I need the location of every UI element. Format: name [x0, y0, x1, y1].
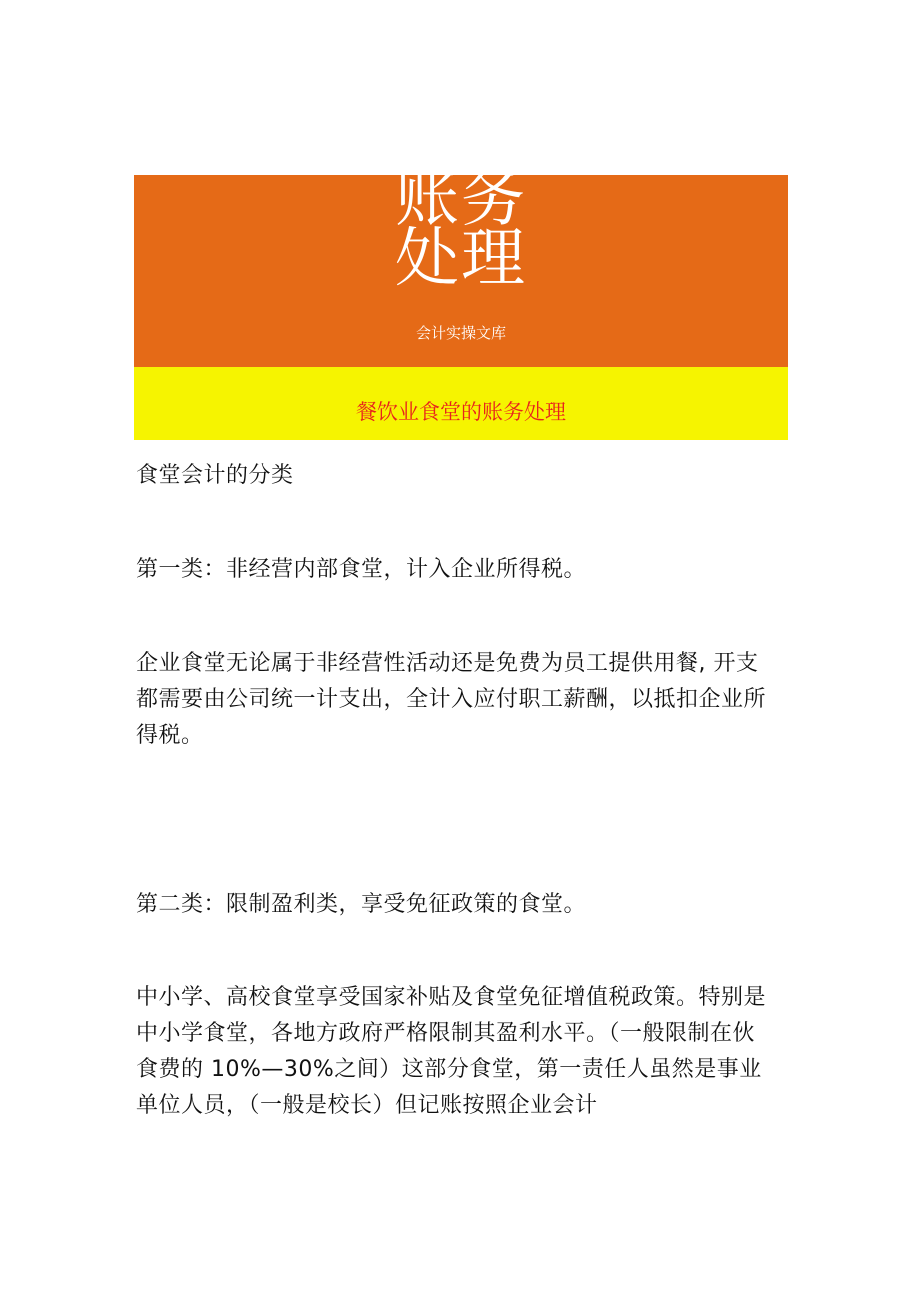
paragraph-line: 企业食堂无论属于非经营性活动还是免费为员工提供用餐, 开支 — [136, 651, 759, 676]
section-heading: 食堂会计的分类 — [136, 463, 294, 488]
cover-banner — [134, 162, 788, 367]
section2-title: 第二类：限制盈利类，享受免征政策的食堂。 — [136, 892, 587, 917]
paragraph-line: 都需要由公司统一计支出，全计入应付职工薪酬，以抵扣企业所 — [136, 687, 767, 712]
document-title-strip — [134, 367, 788, 440]
paragraph-line: 中小学食堂，各地方政府严格限制其盈利水平。（一般限制在伙 — [136, 1021, 756, 1046]
section1-title: 第一类：非经营内部食堂，计入企业所得税。 — [136, 557, 587, 582]
paragraph-line: 食费的 10%—30%之间）这部分食堂，第一责任人虽然是事业 — [136, 1057, 762, 1082]
paragraph-line: 单位人员，（一般是校长）但记账按照企业会计 — [136, 1093, 598, 1118]
document-title: 餐饮业食堂的账务处理 — [356, 400, 566, 424]
banner-title-line2: 处理 — [395, 222, 527, 296]
paragraph-line: 中小学、高校食堂享受国家补贴及食堂免征增值税政策。特别是 — [136, 985, 767, 1010]
section2-paragraph — [136, 980, 792, 1124]
banner-title-line1: 账务 — [395, 162, 527, 236]
banner-subtitle: 会计实操文库 — [415, 324, 506, 342]
section1-paragraph — [136, 646, 792, 754]
paragraph-line: 得税。 — [136, 723, 204, 748]
